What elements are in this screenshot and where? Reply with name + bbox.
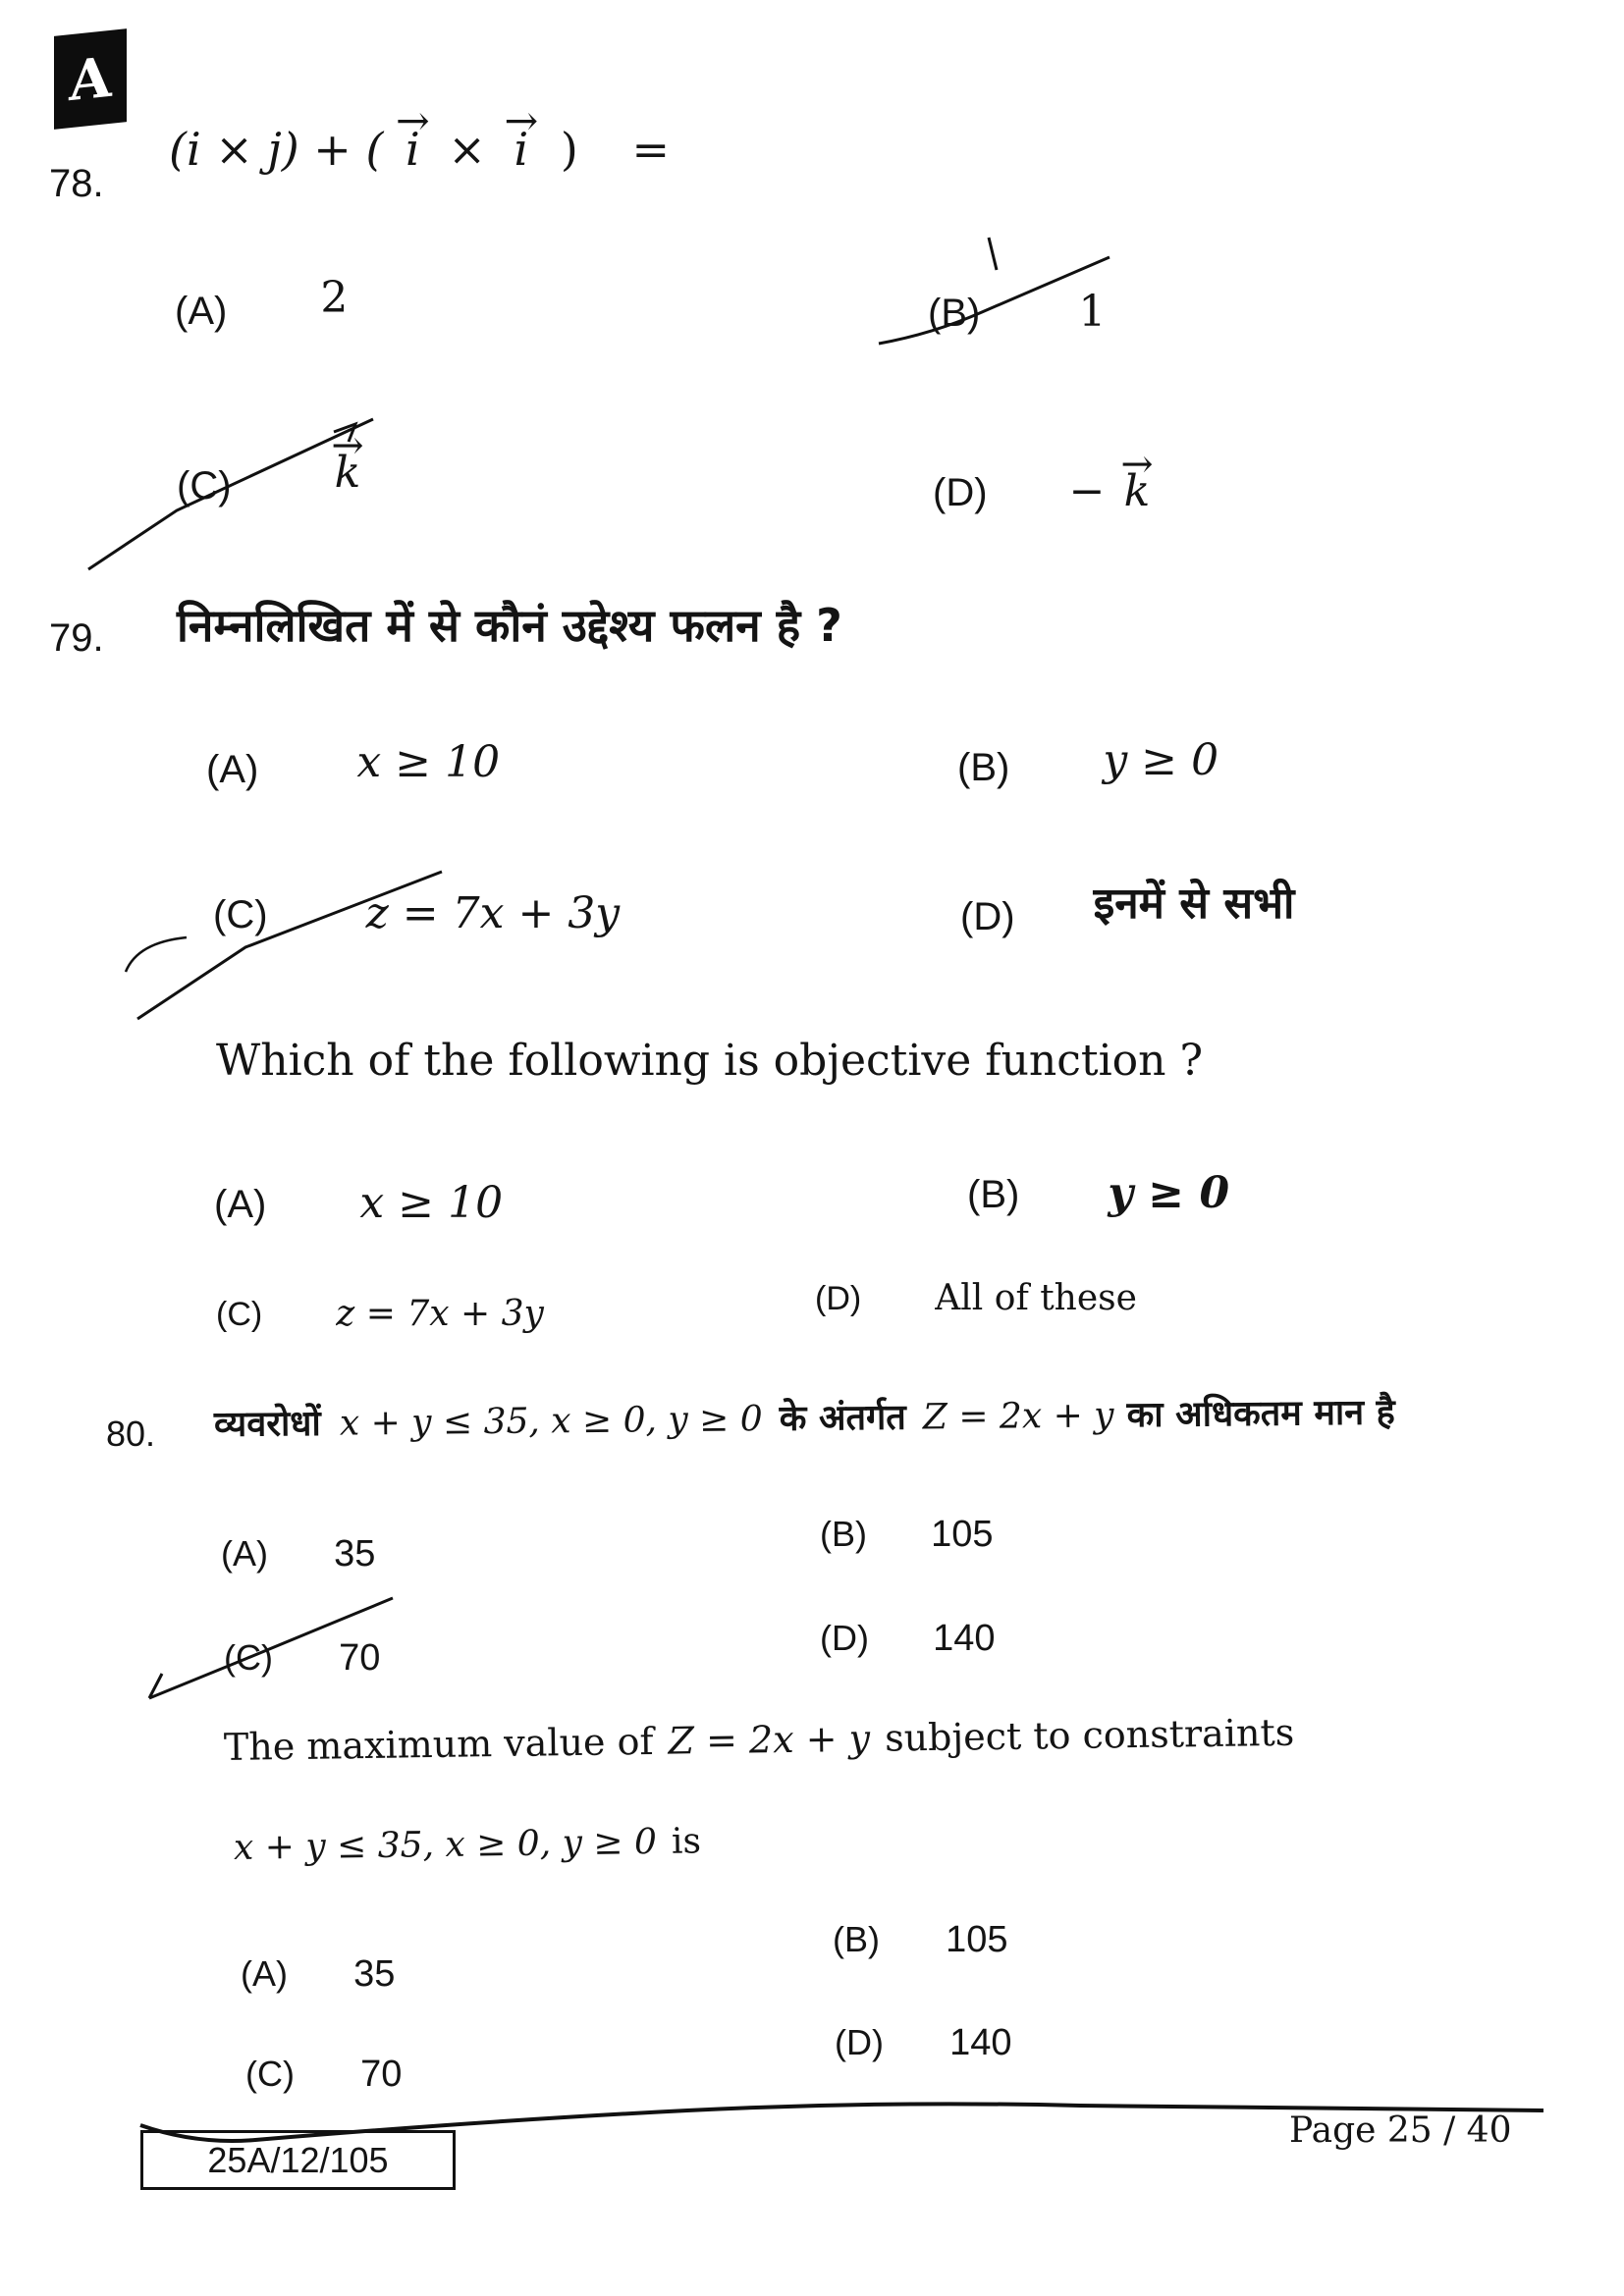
option-b-english[interactable] [967, 1168, 1229, 1218]
question-text-hindi: निम्नलिखित में से कौनं उद्देश्य फलन है ? [177, 599, 842, 652]
option-value: z = 7x + 3y [336, 1294, 544, 1334]
text-segment: के अंतर्गत [779, 1397, 906, 1439]
text-segment: व्यवरोधों [213, 1403, 321, 1445]
option-label: (A) [221, 1533, 268, 1574]
option-label: (A) [206, 748, 259, 791]
option-b-hindi[interactable] [957, 735, 1219, 791]
option-value: 140 [933, 1618, 996, 1659]
option-label: (B) [928, 292, 981, 335]
math-segment: x + y ≤ 35, x ≥ 0, y ≥ 0 [233, 1821, 658, 1868]
paper-code-box [140, 2130, 456, 2190]
question-text-hindi [214, 1386, 1395, 1447]
option-label: (A) [214, 1183, 267, 1226]
option-label: (D) [960, 895, 1015, 938]
option-c-english[interactable] [216, 1294, 544, 1334]
option-label: (A) [241, 1953, 288, 1994]
option-value: x ≥ 10 [359, 1178, 504, 1228]
option-value: 35 [353, 1953, 396, 1995]
option-b-hindi[interactable] [820, 1514, 994, 1556]
vector-i: → i [514, 123, 529, 176]
option-label: (B) [957, 746, 1010, 789]
expression-part: (i × j) + ( [169, 123, 384, 176]
option-value: x ≥ 10 [356, 737, 501, 787]
text-segment: is [671, 1821, 702, 1862]
option-value: All of these [935, 1278, 1137, 1318]
option-d-hindi[interactable] [820, 1618, 995, 1660]
option-value-vector-k: → k [1124, 466, 1151, 516]
option-value: 70 [360, 2054, 403, 2095]
option-c-hindi[interactable] [224, 1637, 380, 1680]
text-segment: The maximum value of [223, 1719, 654, 1769]
option-value: 70 [339, 1637, 381, 1679]
option-a[interactable] [175, 273, 349, 335]
equals-sign: = [631, 123, 670, 176]
math-segment: x + y ≤ 35, x ≥ 0, y ≥ 0 [339, 1399, 763, 1444]
option-c-english[interactable] [245, 2054, 402, 2096]
vector-i: → i [406, 123, 420, 176]
option-value: 105 [946, 1919, 1008, 1960]
option-value: y ≥ 0 [1108, 1168, 1230, 1218]
page-number: Page 25 / 40 [1289, 2110, 1512, 2151]
option-a-english[interactable] [214, 1178, 503, 1228]
option-label: (C) [245, 2054, 295, 2094]
option-label: (B) [833, 1919, 880, 1959]
set-badge-letter: A [69, 44, 112, 114]
option-value: 1 [1078, 287, 1107, 337]
option-a-english[interactable] [241, 1953, 395, 1996]
question-number: 80. [106, 1414, 156, 1454]
option-label: (C) [224, 1637, 273, 1678]
option-value: 35 [334, 1533, 376, 1575]
cross-symbol: × [448, 123, 486, 176]
option-d[interactable] [933, 466, 1150, 516]
option-label: (C) [177, 464, 232, 507]
option-value: इनमें से सभी [1093, 879, 1295, 929]
option-d-english[interactable] [815, 1278, 1137, 1318]
option-value: z = 7x + 3y [365, 888, 621, 938]
option-c-hindi[interactable] [213, 888, 620, 938]
question-text-english-line1 [224, 1711, 1295, 1769]
option-value: 140 [949, 2022, 1012, 2063]
option-label: (D) [933, 471, 988, 514]
option-label: (D) [815, 1280, 862, 1317]
option-label: (B) [967, 1173, 1020, 1216]
option-a-hindi[interactable] [206, 737, 501, 793]
option-label: (C) [216, 1296, 263, 1333]
question-number: 78. [49, 162, 104, 205]
minus-sign: − [1068, 466, 1106, 516]
option-label: (D) [820, 1618, 869, 1658]
question-text-english: Which of the following is objective function ? [216, 1036, 1204, 1086]
close-paren: ) [560, 123, 578, 176]
set-badge [54, 28, 127, 130]
paper-code: 25A/12/105 [207, 2139, 389, 2180]
question-number: 79. [49, 616, 104, 660]
option-value: 105 [931, 1514, 994, 1555]
option-d-hindi[interactable] [960, 879, 1295, 942]
option-b[interactable] [928, 287, 1106, 337]
option-label: (A) [175, 290, 228, 333]
text-segment: का अधिकतम मान है [1126, 1392, 1396, 1436]
math-segment: Z = 2x + y [922, 1395, 1114, 1438]
option-c[interactable] [177, 448, 361, 509]
option-value: 2 [320, 273, 349, 323]
question-text-english-line2 [234, 1821, 701, 1868]
option-b-english[interactable] [833, 1919, 1008, 1961]
option-a-hindi[interactable] [221, 1533, 375, 1575]
math-segment: Z = 2x + y [668, 1716, 871, 1763]
option-label: (D) [835, 2022, 884, 2062]
option-label: (C) [213, 893, 268, 936]
text-segment: subject to constraints [884, 1710, 1295, 1760]
option-d-english[interactable] [835, 2022, 1011, 2064]
question-expression [169, 123, 670, 176]
option-value-vector-k: → k [335, 448, 361, 498]
option-value: y ≥ 0 [1103, 735, 1219, 785]
option-label: (B) [820, 1514, 867, 1554]
